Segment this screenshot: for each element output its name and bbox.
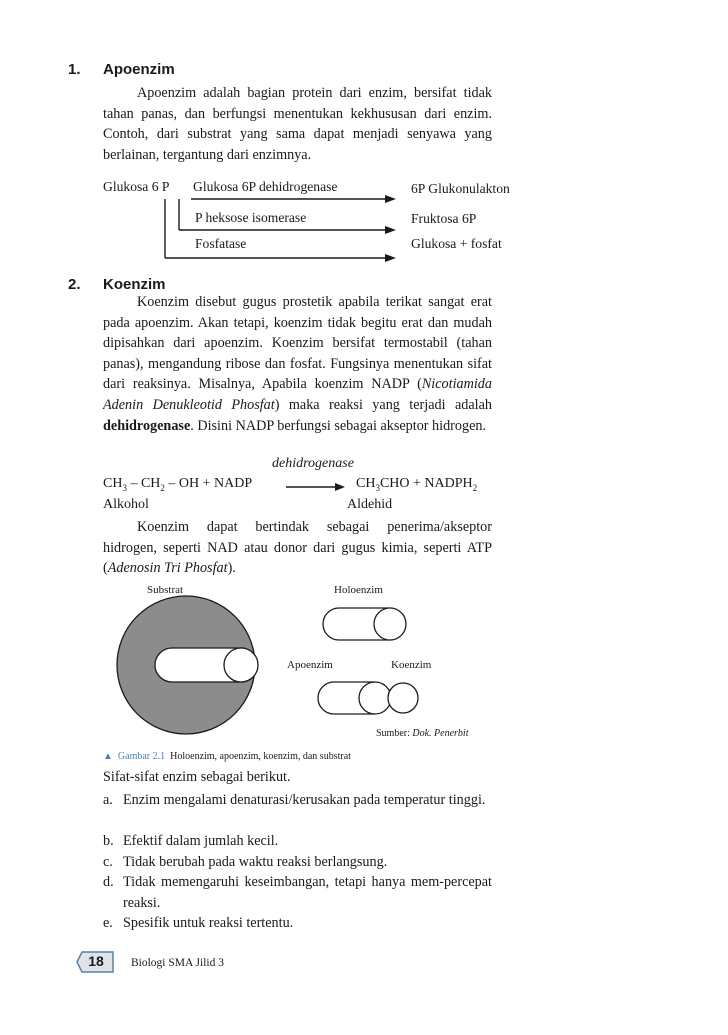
list-item: a. Enzim mengalami denaturasi/kerusakan pada temperatur tinggi. xyxy=(103,792,486,808)
paragraph-text: Koenzim disebut gugus prostetik apabila terikat sangat erat pada apoenzim. Akan tetapi, koenzim tidak begitu erat dan mudah dipisahkan dari apoenzim. Koenzim bersifat termostabil (tahan panas), mengandung ribose dan fosfat. Fungsinya menentukan sifat dari reaksinya. Misalnya, Apabila koenzim NADP ( xyxy=(103,294,492,393)
caption-marker-icon: ▲ xyxy=(103,751,113,762)
section-title: Koenzim xyxy=(103,276,166,293)
section-title: Apoenzim xyxy=(103,61,175,78)
reaction-enzyme-label: dehidrogenase xyxy=(272,456,354,471)
paragraph-bold-term: dehidrogenase xyxy=(103,417,191,434)
book-title: Biologi SMA Jilid 3 xyxy=(131,957,224,969)
paragraph-text: Apoenzim adalah bagian protein dari enzim, bersifat tidak tahan panas, dan berfungsi menentukan kekhususan dari enzim. Contoh, dari substrat yang sama dapat menjadi senyawa yang berlainan, tergantung dari enzimnya. xyxy=(103,85,492,163)
paragraph-text: ) maka reaksi yang terjadi adalah xyxy=(274,396,492,413)
flow-product-3: Glukosa + fosfat xyxy=(411,236,502,251)
enzyme-figure xyxy=(100,595,420,735)
reaction-reactants: $CH_3 - CH_2$ – OH + NADP xyxy=(103,476,253,493)
section-paragraph xyxy=(103,517,492,579)
figure-source: Sumber: Dok. Penerbit xyxy=(376,728,469,739)
reaction-products: $CH_3CHO$ + $NADPH_2$ xyxy=(356,476,478,493)
page-number: 18 xyxy=(88,953,104,969)
flow-product-2: Fruktosa 6P xyxy=(411,211,477,226)
list-item: e. Spesifik untuk reaksi tertentu. xyxy=(103,915,294,931)
flow-product-1: 6P Glukonulakton xyxy=(411,181,510,196)
figure-label-koenzim: Koenzim xyxy=(391,659,432,671)
list-item: b. Efektif dalam jumlah kecil. xyxy=(103,833,279,849)
product-name: Aldehid xyxy=(347,497,393,512)
list-intro: Sifat-sifat enzim sebagai berikut. xyxy=(103,769,291,785)
figure-caption: ▲ Gambar 2.1 Holoenzim, apoenzim, koenzim, dan substrat xyxy=(103,751,351,762)
flow-enzyme-1: Glukosa 6P dehidrogenase xyxy=(193,179,338,194)
apoenzim-illustration xyxy=(318,682,391,714)
flow-enzyme-3: Fosfatase xyxy=(195,236,247,251)
flow-substrate: Glukosa 6 P xyxy=(103,179,170,194)
koenzim-illustration xyxy=(388,683,418,713)
section-number: 2. xyxy=(68,276,81,293)
reactant-name: Alkohol xyxy=(103,497,149,512)
list-item: d. Tidak memengaruhi keseimbangan, tetapi hanya mem-percepat reaksi. xyxy=(103,874,492,911)
section-number: 1. xyxy=(68,61,81,78)
list-item: c. Tidak berubah pada waktu reaksi berlangsung. xyxy=(103,854,388,870)
figure-label-apoenzim: Apoenzim xyxy=(287,659,333,671)
substrate-illustration xyxy=(117,596,258,734)
reaction-arrow xyxy=(286,480,346,494)
holoenzim-illustration xyxy=(323,608,406,640)
figure-label-holoenzim: Holoenzim xyxy=(334,584,383,596)
paragraph-text: ). xyxy=(227,560,236,577)
paragraph-text: . Disini NADP berfungsi sebagai akseptor hidrogen. xyxy=(190,417,487,434)
paragraph-italic-term: Adenosin Tri Phosfat xyxy=(107,560,228,577)
paragraph-italic-term: Nicotiamida Adenin Denukleotid Phosfat xyxy=(103,376,492,413)
figure-label-substrat: Substrat xyxy=(147,584,184,596)
section-paragraph xyxy=(103,292,492,436)
paragraph-text: Koenzim dapat bertindak sebagai penerima/akseptor hidrogen, seperti NAD atau donor dari gugus kimia, seperti ATP ( xyxy=(103,519,492,577)
flow-enzyme-2: P heksose isomerase xyxy=(195,210,307,225)
enzyme-flow-arrows xyxy=(0,0,728,280)
